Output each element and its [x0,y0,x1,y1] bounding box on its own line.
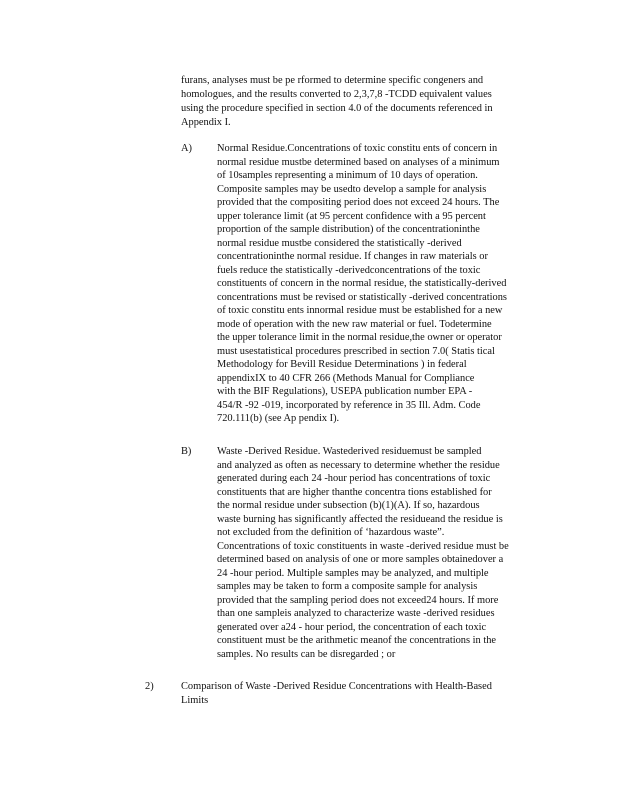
intro-line: furans, analyses must be pe rformed to determine specific congeners and [181,75,484,86]
section-a-line: Normal Residue.Concentrations of toxic constitu ents of concern in [217,143,498,154]
section-a-line: fuels reduce the statistically -derivedconcentrations of the toxic [217,264,481,276]
section-b-line: than one sampleis analyzed to characterize waste -derived residues [217,608,495,619]
section-b-line: not excluded from the definition of ‘hazardous waste”. [217,527,445,538]
section-a-line: normal residue mustbe determined based on analyses of a minimum [217,156,500,168]
section-a-line: Methodology for Bevill Residue Determinations ) in federal [217,359,467,370]
section-b-line: the normal residue under subsection (b)(1)(A). If so, hazardous [217,500,480,511]
section-a-line: 454/R -92 -019, incorporated by reference in 35 Ill. Adm. Code [217,399,481,411]
section-a-line: with the BIF Regulations), USEPA publication number EPA - [217,386,473,397]
section-b-line: samples may be taken to form a composite sample for analysis [217,581,478,592]
section-b-line: and analyzed as often as necessary to determine whether the residue [217,459,500,471]
section-a-line: provided that the compositing period does not exceed 24 hours. The [217,197,500,208]
section-a-line: mode of operation with the new raw material or fuel. Todetermine [217,318,492,330]
section-b-line: Concentrations of toxic constituents in waste -derived residue must be [217,540,509,552]
section-a-line: the upper tolerance limit in the normal residue,the owner or operator [217,332,502,343]
section-a-line: Composite samples may be usedto develop a sample for analysis [217,183,487,195]
section-a-line: of toxic constitu ents innormal residue must be established for a new [217,305,503,316]
section-2-line: Limits [181,694,209,706]
intro-line: Appendix I. [181,117,231,128]
section-a-line: appendixIX to 40 CFR 266 (Methods Manual for Compliance [217,372,475,384]
section-b-line: determined based on analysis of one or more samples obtainedover a [217,554,504,565]
section-a-line: concentrations must be revised or statistically -derived concentrations [217,291,507,303]
section-a-line: proportion of the sample distribution) of the concentrationinthe [217,224,480,235]
section-b-line: 24 -hour period. Multiple samples may be analyzed, and multiple [217,567,489,579]
section-a-line: normal residue mustbe considered the statistically -derived [217,237,462,249]
section-b-line: Waste -Derived Residue. Wastederived residuemust be sampled [217,446,482,457]
intro-line: homologues, and the results converted to 2,3,7,8 -TCDD equivalent values [181,89,492,100]
section-b-line: samples. No results can be disregarded ; or [217,648,396,660]
section-a-line: of 10samples representing a minimum of 10 days of operation. [217,170,478,181]
section-a-line: upper tolerance limit (at 95 percent confidence with a 95 percent [217,210,486,222]
section-b-line: constituents that are higher thanthe concentra tions established for [217,486,492,498]
section-b-line: constituent must be the arithmetic meanof the concentrations in the [217,635,497,646]
section-b-line: waste burning has significantly affected the residueand the residue is [217,513,503,525]
section-b-label: B) [181,446,192,457]
section-b-line: generated during each 24 -hour period has concentrations of toxic [217,473,491,484]
section-2-label: 2) [145,681,154,692]
intro-line: using the procedure specified in section 4.0 of the documents referenced in [181,103,493,114]
section-a-line: must usestatistical procedures prescribed in section 7.0( Statis tical [217,345,495,357]
section-a-label: A) [181,143,192,154]
section-b-line: provided that the sampling period does not exceed24 hours. If more [217,594,499,606]
section-b-line: generated over a24 - hour period, the concentration of each toxic [217,621,487,633]
section-2-line: Comparison of Waste -Derived Residue Concentrations with Health-Based [181,681,492,692]
section-a-line: constituents of concern in the normal residue, the statistically-derived [217,278,507,289]
section-a-line: 720.111(b) (see Ap pendix I). [217,413,340,424]
section-a-line: concentrationinthe normal residue. If changes in raw materials or [217,251,488,262]
